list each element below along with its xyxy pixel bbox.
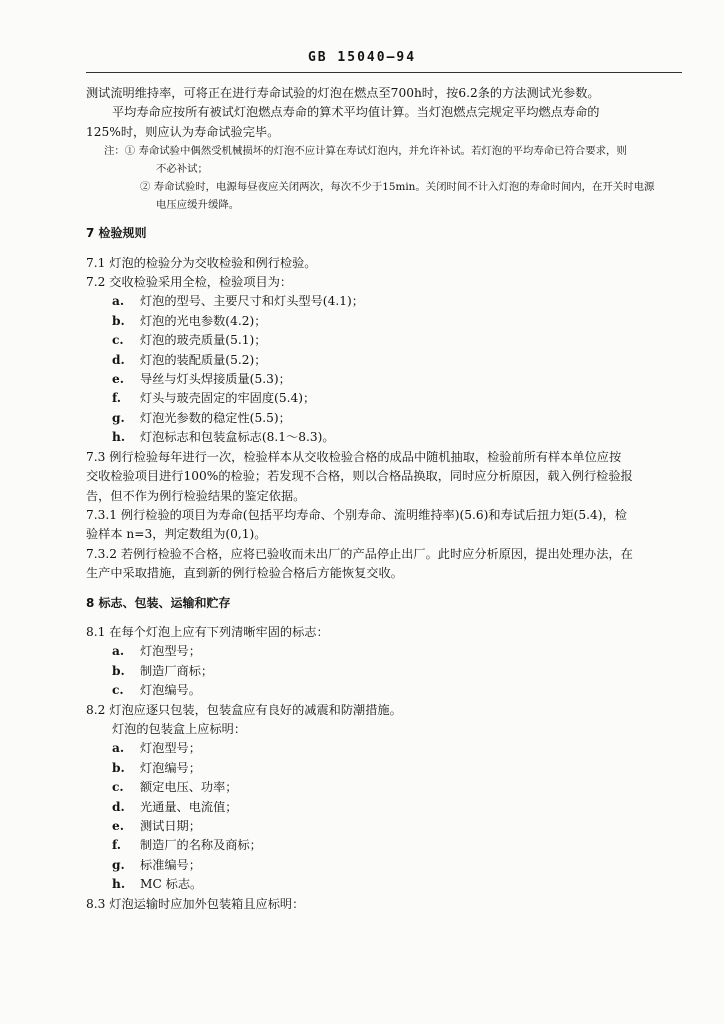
list-item: a. 灯泡的型号、主要尺寸和灯头型号(4.1)； xyxy=(112,294,364,309)
list-item: f. 灯头与玻壳固定的牢固度(5.4)； xyxy=(112,391,316,406)
clause-7-3-2: 7.3.2 若例行检验不合格，应将已验收而未出厂的产品停止出厂。此时应分析原因，提出处理办法，在 xyxy=(86,546,633,561)
clause-7-1: 7.1 灯泡的检验分为交收检验和例行检验。 xyxy=(86,255,317,270)
clause-8-2: 8.2 灯泡应逐只包装，包装盒应有良好的减震和防潮措施。 xyxy=(86,702,402,717)
clause-7-3-1-cont: 验样本 n=3，判定数组为(0,1)。 xyxy=(86,527,267,542)
clause-7-3-cont: 交收检验项目进行100%的检验；若发现不合格，则以合格品换取，同时应分析原因，载入例行检验报 xyxy=(86,469,633,484)
list-item: h. MC 标志。 xyxy=(112,877,203,892)
list-item: f. 制造厂的名称及商标； xyxy=(112,838,262,853)
list-item: a. 灯泡型号； xyxy=(112,741,201,756)
clause-8-3: 8.3 灯泡运输时应加外包装箱且应标明： xyxy=(86,896,305,911)
section-8-heading: 8 标志、包装、运输和贮存 xyxy=(86,595,231,610)
list-item: d. 灯泡的装配质量(5.2)； xyxy=(112,352,267,367)
clause-7-3: 7.3 例行检验每年进行一次，检验样本从交收检验合格的成品中随机抽取，检验前所有样本单位应按 xyxy=(86,449,622,464)
note-line: 注：① 寿命试验中偶然受机械损坏的灯泡不应计算在寿试灯泡内，并允许补试。若灯泡的平均寿命已符合要求，则 xyxy=(104,145,627,158)
section-7-heading: 7 检验规则 xyxy=(86,226,147,241)
note-line: ② 寿命试验时，电源每昼夜应关闭两次，每次不少于15min。关闭时间不计入灯泡的寿命时间内，在开关时电源 xyxy=(140,181,655,194)
list-item: e. 导丝与灯头焊接质量(5.3)； xyxy=(112,372,291,387)
list-8-1 xyxy=(86,642,684,700)
list-item: a. 灯泡型号； xyxy=(112,644,201,659)
standard-code-header: GB 15040—94 xyxy=(307,50,417,65)
list-item: e. 测试日期； xyxy=(112,819,201,833)
list-item: c. 灯泡编号。 xyxy=(112,683,201,698)
paragraph-line: 125%时，则应认为寿命试验完毕。 xyxy=(86,124,280,139)
list-8-2 xyxy=(86,739,684,894)
list-item: b. 制造厂商标； xyxy=(112,663,214,678)
list-item: d. 光通量、电流值； xyxy=(112,799,238,814)
note-line: 不必补试； xyxy=(156,163,208,176)
header-rule xyxy=(86,72,682,73)
paragraph-line: 平均寿命应按所有被试灯泡燃点寿命的算术平均值计算。当灯泡燃点完规定平均燃点寿命的 xyxy=(112,105,600,120)
clause-7-3-2-cont: 生产中采取措施，直到新的例行检验合格后方能恢复交收。 xyxy=(86,566,403,581)
clause-7-3-1: 7.3.1 例行检验的项目为寿命(包括平均寿命、个别寿命、流明维持率)(5.6)和寿试后扭力矩(5.4)，检 xyxy=(86,507,627,522)
list-item: b. 灯泡的光电参数(4.2)； xyxy=(112,313,267,328)
clause-7-2: 7.2 交收检验采用全检，检验项目为： xyxy=(86,275,293,290)
list-item: c. 额定电压、功率； xyxy=(112,780,238,795)
list-item: c. 灯泡的玻壳质量(5.1)； xyxy=(112,333,267,348)
clause-7-3-cont: 告，但不作为例行检验结果的鉴定依据。 xyxy=(86,488,306,503)
clause-8-1: 8.1 在每个灯泡上应有下列清晰牢固的标志： xyxy=(86,624,329,639)
clause-8-2-cont: 灯泡的包装盒上应标明： xyxy=(112,721,247,736)
list-item: h. 灯泡标志和包装盒标志(8.1～8.3)。 xyxy=(112,430,335,445)
list-item: g. 灯泡光参数的稳定性(5.5)； xyxy=(112,410,291,425)
list-item: b. 灯泡编号； xyxy=(112,760,201,775)
list-7-2 xyxy=(86,292,684,447)
note-line: 电压应缓升缓降。 xyxy=(156,199,240,212)
page-body xyxy=(86,84,684,914)
paragraph-line: 测试流明维持率，可将正在进行寿命试验的灯泡在燃点至700h时，按6.2条的方法测试光参数。 xyxy=(86,86,600,100)
list-item: g. 标准编号； xyxy=(112,857,201,872)
